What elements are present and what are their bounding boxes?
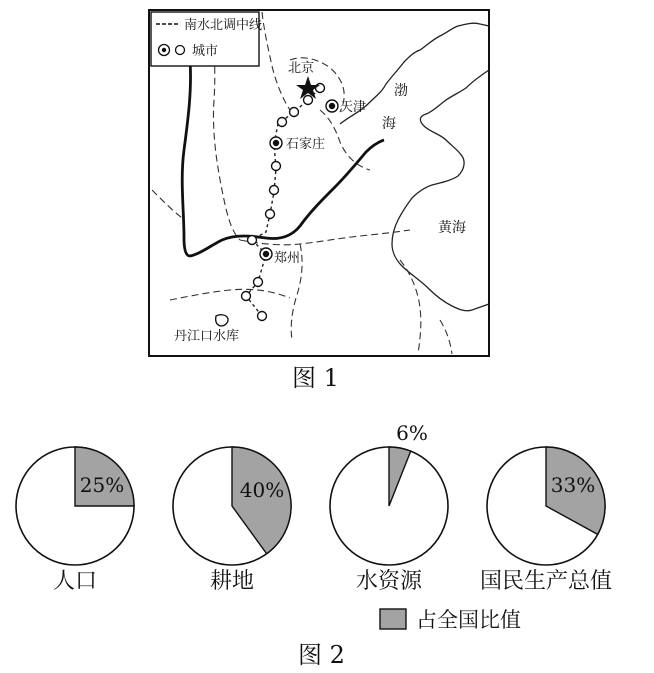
city-label-beijing: 北京 bbox=[288, 61, 315, 76]
pie-category-label: 人口 bbox=[52, 569, 98, 594]
legend-swatch bbox=[380, 609, 406, 629]
pie-percent-label: 25% bbox=[79, 473, 125, 497]
legend-city-label: 城市 bbox=[192, 44, 219, 59]
legend-ratio-label: 占全国比值 bbox=[416, 608, 521, 632]
pie-charts bbox=[16, 421, 612, 594]
city-label-shijiazhuang: 石家庄 bbox=[286, 137, 326, 152]
pie-category-label: 耕地 bbox=[209, 569, 255, 594]
city-label-tianjin: 天津 bbox=[340, 100, 367, 115]
figure1-caption: 图 1 bbox=[292, 364, 339, 392]
map-legend bbox=[151, 12, 262, 66]
pie-3 bbox=[330, 421, 448, 594]
pie-legend bbox=[380, 608, 521, 632]
pie-1 bbox=[16, 447, 134, 594]
figure2-caption: 图 2 bbox=[298, 641, 345, 669]
pie-percent-label: 40% bbox=[239, 478, 285, 502]
pie-4 bbox=[480, 447, 612, 594]
pie-category-label: 国民生产总值 bbox=[479, 569, 613, 594]
map bbox=[149, 10, 489, 356]
city-label-zhengzhou: 郑州 bbox=[274, 251, 301, 266]
sea-label-bohai-1: 渤 bbox=[394, 83, 408, 99]
pie-percent-label: 6% bbox=[396, 421, 428, 445]
sea-label-bohai-2: 海 bbox=[382, 116, 396, 132]
pie-2 bbox=[173, 447, 291, 594]
sea-label-huanghai: 黄海 bbox=[438, 220, 466, 236]
city-label-danjiangkou: 丹江口水库 bbox=[174, 329, 240, 344]
legend-route-label: 南水北调中线 bbox=[184, 18, 263, 33]
pie-percent-label: 33% bbox=[550, 473, 596, 497]
pie-category-label: 水资源 bbox=[355, 569, 423, 594]
